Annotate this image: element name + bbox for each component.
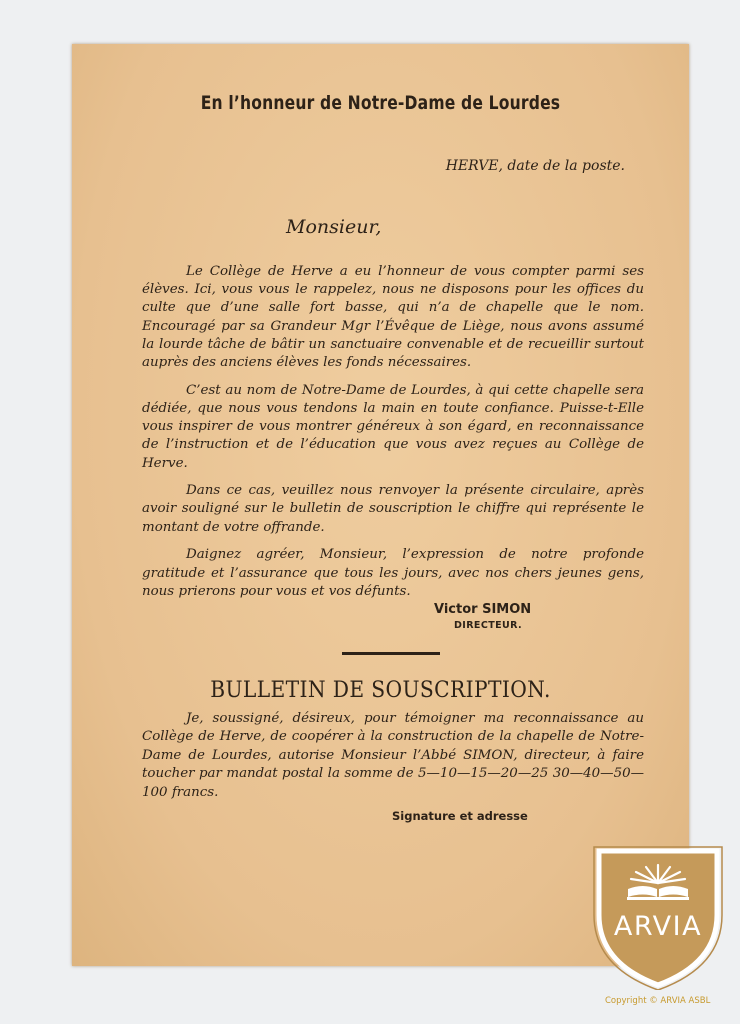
bulletin-text: Je, soussigné, désireux, pour témoigner ma reconnaissance au Collège de Herve, de coopérer à la construction de la chapelle de Notre-Dame de Lourdes, autorise Monsieur l’Abbé SIMON, directeur, à faire toucher par mandat postal la somme de 5—10—15—20—25 30—40—50—100 francs. — [142, 711, 644, 800]
arvia-logo — [591, 845, 725, 990]
paragraph: Le Collège de Herve a eu l’honneur de vous compter parmi ses élèves. Ici, vous vous le rappelez, nous ne disposons pour les offices du culte que d’une salle fort basse, qui n’a de chapelle que le nom. Encouragé par sa Grandeur Mgr l’Évêque de Liège, nous avons assumé la lourde tâche de bâtir un sanctuaire convenable et de recueillir surtout auprès des anciens élèves les fonds nécessaires. — [142, 264, 644, 371]
place-date: HERVE, date de la poste. — [445, 158, 625, 174]
divider-rule — [342, 652, 440, 655]
signer-title: DIRECTEUR. — [454, 620, 522, 631]
bulletin-body — [142, 710, 644, 802]
signer-name: Victor SIMON — [434, 602, 532, 617]
letter-body — [142, 263, 644, 610]
paragraph: Dans ce cas, veuillez nous renvoyer la présente circulaire, après avoir souligné sur le bulletin de souscription le chiffre qui représente le montant de votre offrande. — [142, 483, 644, 535]
letter-heading: En l’honneur de Notre-Dame de Lourdes — [200, 92, 561, 114]
logo-text: ARVIA — [613, 911, 703, 942]
copyright-notice: Copyright © ARVIA ASBL — [605, 996, 711, 1006]
paragraph: Daignez agréer, Monsieur, l’expression de notre profonde gratitude et l’assurance que tous les jours, avec nos chers jeunes gens, nous prierons pour vous et vos défunts. — [142, 547, 644, 599]
signature-label: Signature et adresse — [392, 809, 528, 823]
paragraph: C’est au nom de Notre-Dame de Lourdes, à qui cette chapelle sera dédiée, que nous vous tendons la main en toute confiance. Puisse-t-Elle vous inspirer de vous montrer généreux à son égard, en reconnaissance de l’instruction et de l’éducation que vous avez reçues au Collège de Herve. — [142, 382, 644, 471]
salutation: Monsieur, — [286, 216, 382, 238]
letter-page — [72, 44, 689, 966]
bulletin-title: BULLETIN DE SOUSCRIPTION. — [210, 678, 551, 703]
